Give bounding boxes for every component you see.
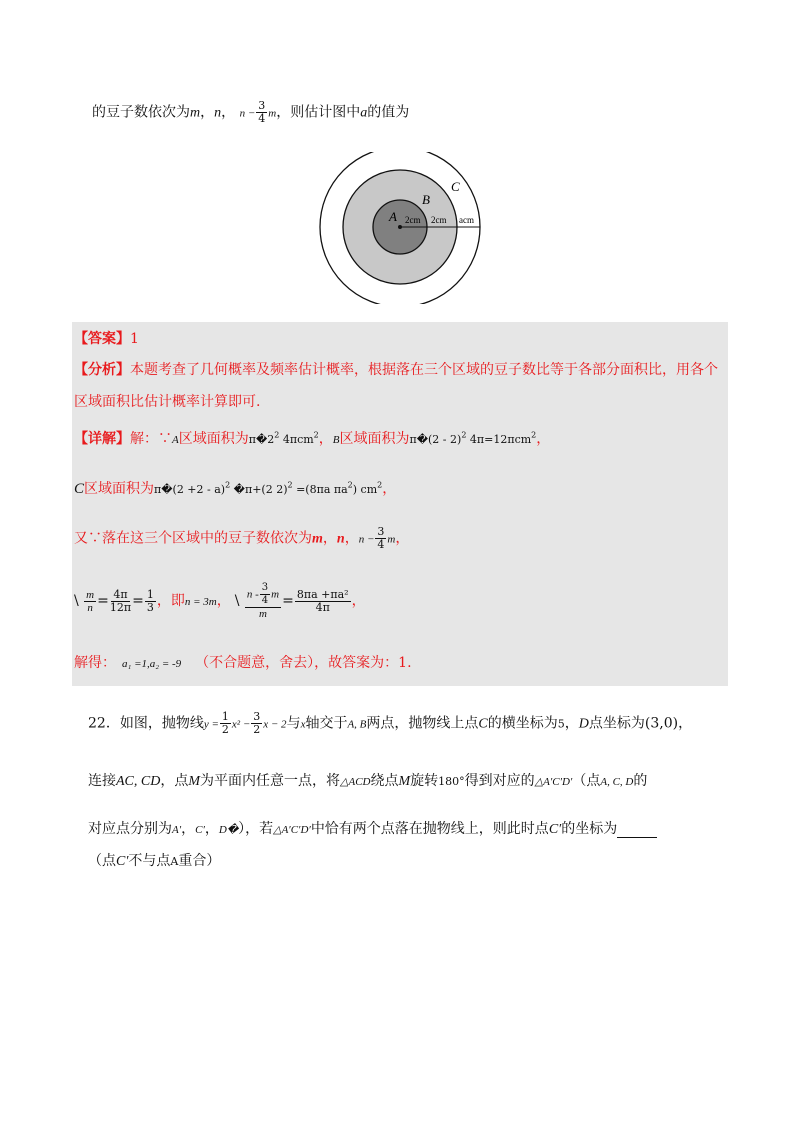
math: C′ bbox=[116, 854, 129, 869]
q22-text: 对应点分别为 bbox=[88, 821, 172, 837]
sep: ， bbox=[216, 593, 231, 609]
math: △ACD bbox=[340, 776, 371, 788]
frac-num: 1 bbox=[146, 587, 154, 601]
q22-line-3 bbox=[88, 818, 657, 838]
q22-text: 22．如图，抛物线 bbox=[88, 715, 204, 732]
q22-text: 的坐标为 bbox=[561, 821, 618, 837]
math: △A′C′D′ bbox=[534, 776, 573, 788]
frac-den: 4 bbox=[261, 595, 269, 606]
detail-text: （不合题意，舍去），故答案为：1. bbox=[195, 655, 412, 671]
frac-num: 8πa +πa² bbox=[296, 587, 349, 601]
fraction bbox=[245, 582, 281, 620]
math: =(8πa πa bbox=[292, 483, 348, 496]
therefore-symbol: \ bbox=[74, 593, 79, 609]
math: A′ bbox=[172, 824, 182, 836]
math: 180° bbox=[438, 775, 465, 788]
frac-num: 3 bbox=[377, 525, 385, 538]
fraction bbox=[375, 526, 386, 551]
q22-text: 连接 bbox=[88, 773, 116, 789]
frac-num: 4π bbox=[113, 587, 128, 601]
math: 4πcm bbox=[279, 433, 314, 446]
sep: ， bbox=[181, 821, 196, 837]
q22-text: 为平面内任意一点，将 bbox=[200, 773, 341, 789]
math: π�2 bbox=[248, 433, 275, 446]
math: ) cm bbox=[352, 483, 378, 496]
fraction bbox=[220, 711, 231, 736]
math: a₁ =1,a₂ = -9 bbox=[122, 658, 182, 670]
expr: n − bbox=[239, 107, 256, 120]
detail-line-5 bbox=[74, 652, 412, 672]
detail-text: 区域面积为 bbox=[178, 431, 249, 447]
sup: 2 bbox=[347, 480, 353, 490]
var-n: n bbox=[214, 105, 222, 121]
frac-den: 2 bbox=[221, 723, 229, 736]
math: m bbox=[387, 533, 396, 546]
sup: 2 bbox=[313, 430, 319, 440]
detail-line-3 bbox=[74, 526, 409, 551]
frac-num: 3 bbox=[253, 710, 261, 723]
eq: = bbox=[97, 593, 109, 609]
var-a: a bbox=[360, 105, 368, 121]
q22-line-2 bbox=[88, 770, 647, 790]
q22-text: 旋转 bbox=[410, 773, 439, 789]
sep: ， bbox=[221, 104, 236, 121]
var: M bbox=[398, 774, 411, 789]
sep: ， bbox=[678, 715, 693, 732]
detail-text: 解得： bbox=[74, 655, 116, 671]
eq: = bbox=[132, 593, 144, 609]
intro-text: 的豆子数依次为 bbox=[92, 104, 190, 121]
math: m bbox=[271, 588, 280, 601]
fraction bbox=[260, 582, 270, 607]
q22-text: 不与点 bbox=[128, 853, 171, 869]
detail-line-4 bbox=[74, 582, 366, 620]
frac-num: 3 bbox=[261, 582, 269, 593]
sep: ， bbox=[322, 530, 337, 547]
analysis-text: 区域面积比估计概率计算即可. bbox=[74, 394, 261, 410]
segment-label-3: acm bbox=[459, 215, 474, 225]
sep: ， bbox=[204, 821, 219, 837]
frac-den: n bbox=[87, 601, 93, 614]
detail-text: 解：∵ bbox=[130, 431, 172, 447]
intro-text: ，则估计图中 bbox=[276, 104, 361, 121]
math: AC, CD bbox=[116, 774, 161, 789]
var: C bbox=[74, 481, 85, 497]
var: D bbox=[578, 716, 589, 732]
detail-text: 区域面积为 bbox=[84, 481, 155, 497]
sep: ， bbox=[344, 530, 359, 547]
sep: ， bbox=[395, 530, 410, 547]
detail-text: 又∵落在这三个区域中的豆子数依次为 bbox=[74, 530, 312, 547]
therefore-symbol: \ bbox=[234, 593, 240, 609]
var: A bbox=[172, 434, 179, 446]
sup: 2 bbox=[377, 480, 383, 490]
sup: 2 bbox=[287, 480, 293, 490]
frac-den: 4 bbox=[258, 112, 266, 125]
var: B bbox=[332, 434, 340, 446]
var: n bbox=[336, 531, 345, 547]
intro-line bbox=[92, 100, 409, 125]
math: �π+(2 2) bbox=[230, 483, 288, 496]
frac-den: 12π bbox=[109, 600, 132, 614]
answer-value: 1 bbox=[130, 331, 139, 347]
frac-den: 2 bbox=[253, 723, 261, 736]
q22-text: 轴交于 bbox=[305, 715, 348, 732]
var: m bbox=[312, 531, 323, 547]
math: (3,0) bbox=[644, 715, 679, 732]
q22-text: （点 bbox=[88, 853, 116, 869]
concentric-circles-figure bbox=[318, 152, 486, 304]
q22-text: 绕点 bbox=[370, 773, 399, 789]
var: A, B bbox=[347, 718, 367, 731]
answer-tag: 【答案】 bbox=[74, 331, 130, 347]
detail-tag: 【详解】 bbox=[74, 431, 130, 447]
math: x² − bbox=[231, 718, 251, 731]
frac-num: m bbox=[86, 588, 95, 601]
detail-line-1 bbox=[74, 428, 550, 448]
sep: ， bbox=[318, 431, 333, 447]
frac-den: 4π bbox=[315, 600, 330, 614]
math: C′ bbox=[195, 824, 205, 836]
q22-text: 点坐标为 bbox=[588, 715, 645, 732]
analysis-line-2 bbox=[74, 391, 260, 411]
math: n = 3m bbox=[184, 596, 217, 608]
var: A bbox=[170, 855, 179, 868]
math: π�(2 - 2) bbox=[409, 433, 462, 446]
frac-den: 3 bbox=[146, 600, 154, 614]
expr: m bbox=[268, 107, 277, 120]
sup: 2 bbox=[461, 430, 467, 440]
math: n - bbox=[246, 588, 259, 601]
q22-text: 的 bbox=[633, 773, 648, 789]
var: x bbox=[300, 718, 306, 731]
math: A, C, D bbox=[600, 776, 634, 788]
q22-text: ，点 bbox=[160, 773, 189, 789]
segment-label-1: 2cm bbox=[405, 215, 421, 225]
sep: ， bbox=[536, 431, 551, 447]
math: π�(2 +2 - a) bbox=[154, 483, 226, 496]
math: x − 2 bbox=[263, 718, 287, 731]
fraction bbox=[145, 589, 156, 614]
analysis-line-1 bbox=[74, 359, 718, 379]
var-m: m bbox=[190, 105, 201, 121]
var: C bbox=[478, 716, 488, 732]
fraction bbox=[295, 589, 351, 614]
math: n − bbox=[358, 533, 375, 546]
eq: = bbox=[282, 593, 294, 609]
var: M bbox=[188, 774, 201, 789]
sup: 2 bbox=[225, 480, 231, 490]
analysis-text: 本题考查了几何概率及频率估计概率，根据落在三个区域的豆子数比等于各部分面积比，用各个 bbox=[130, 362, 718, 378]
sep: ， bbox=[351, 593, 366, 609]
math: C′ bbox=[548, 822, 562, 837]
frac-num: 1 bbox=[221, 710, 229, 723]
intro-text: 的值为 bbox=[367, 104, 410, 121]
analysis-tag: 【分析】 bbox=[74, 362, 130, 378]
detail-line-2 bbox=[74, 478, 396, 498]
q22-text: ），若 bbox=[238, 821, 274, 837]
q22-line-4 bbox=[88, 850, 220, 870]
math: △A′C′D′ bbox=[273, 824, 311, 836]
label-a: A bbox=[389, 209, 397, 224]
detail-text: ，即 bbox=[156, 593, 185, 609]
q22-line-1 bbox=[88, 711, 692, 736]
fraction bbox=[251, 711, 262, 736]
q22-text: 的横坐标为 bbox=[487, 715, 558, 732]
sep: ， bbox=[564, 715, 579, 732]
frac-den: 4 bbox=[377, 538, 385, 551]
q22-text: 得到对应的 bbox=[464, 773, 535, 789]
q22-text: 重合） bbox=[178, 853, 221, 869]
center-dot bbox=[398, 225, 402, 229]
math: 5 bbox=[557, 717, 565, 731]
sup: 2 bbox=[274, 430, 280, 440]
frac-den: m bbox=[259, 608, 267, 620]
segment-label-2: 2cm bbox=[431, 215, 447, 225]
detail-text: 区域面积为 bbox=[339, 431, 410, 447]
q22-text: （点 bbox=[572, 773, 601, 789]
fraction bbox=[256, 100, 267, 125]
math: y = bbox=[203, 718, 219, 731]
sep: ， bbox=[382, 481, 397, 497]
label-c: C bbox=[451, 179, 460, 194]
answer-line bbox=[74, 328, 139, 348]
q22-text: 中恰有两个点落在抛物线上，则此时点 bbox=[310, 821, 549, 837]
fraction bbox=[84, 589, 96, 614]
sep: ， bbox=[200, 104, 215, 121]
fraction bbox=[110, 589, 131, 614]
label-b: B bbox=[422, 192, 430, 207]
frac-num: 3 bbox=[258, 99, 266, 112]
q22-text: 两点，抛物线上点 bbox=[366, 715, 479, 732]
math: D� bbox=[218, 824, 239, 836]
frac-num bbox=[245, 582, 281, 608]
math: 4π=12πcm bbox=[466, 433, 532, 446]
sup: 2 bbox=[531, 430, 537, 440]
answer-blank[interactable] bbox=[617, 823, 657, 838]
q22-text: 与 bbox=[286, 715, 301, 732]
